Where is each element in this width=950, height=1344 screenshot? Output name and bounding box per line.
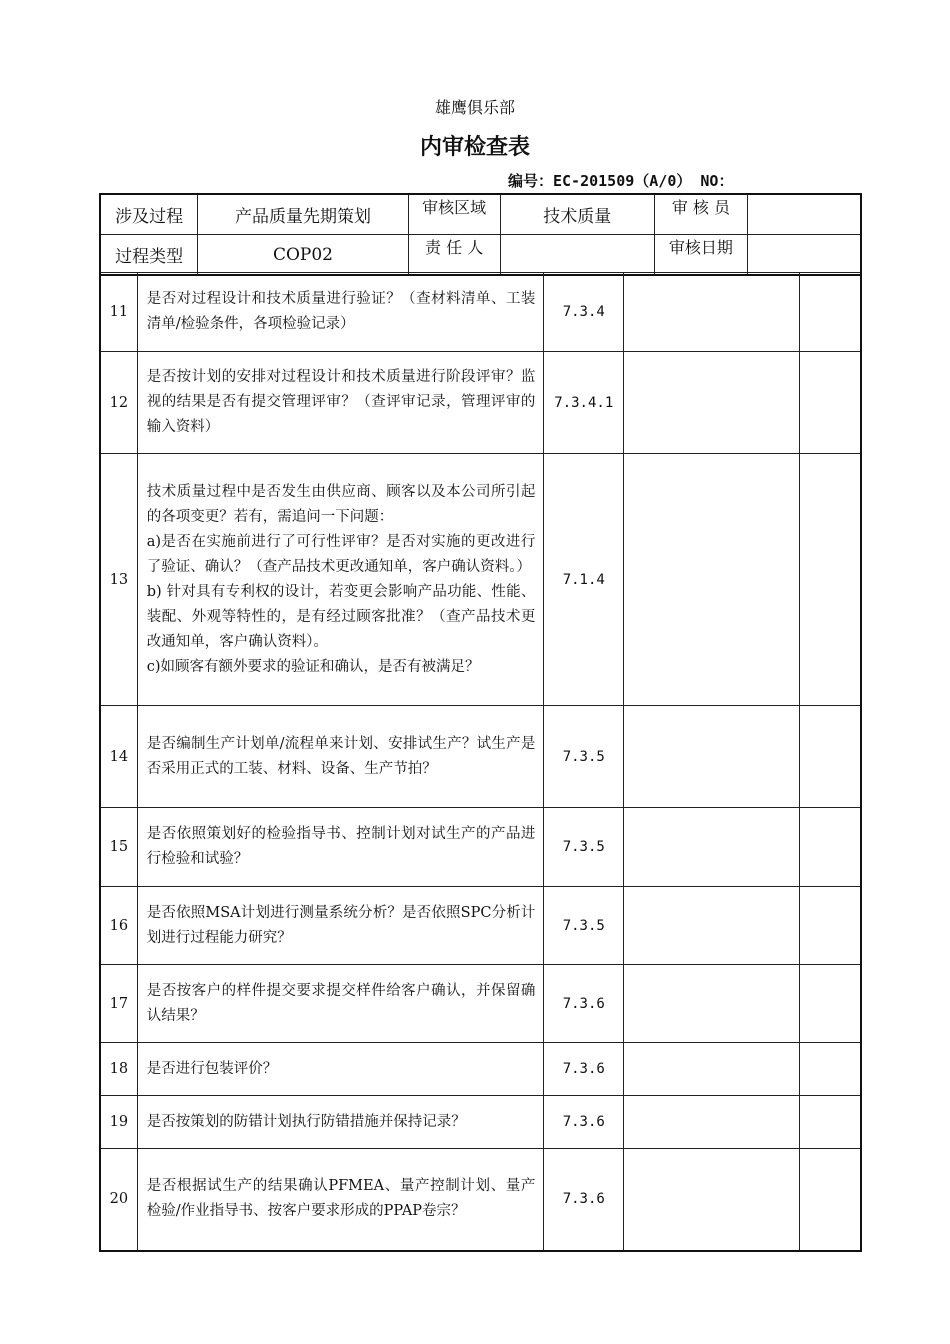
checklist-table [99,272,862,1252]
area-label: 审核区域 [422,197,487,217]
area-label-cell [408,194,500,235]
document-number: 编号：EC-201509（A/0） NO： [508,172,734,190]
item-number: 17 [100,965,137,1043]
table-row [100,1149,861,1251]
result-cell [799,352,861,454]
item-number: 15 [100,808,137,887]
item-clause: 7.3.6 [544,1149,624,1251]
item-question: 是否依照策划好的检验指导书、控制计划对试生产的产品进行检验和试验？ [137,808,544,887]
result-cell [799,273,861,352]
date-label-cell [655,235,748,276]
finding-cell [624,352,800,454]
table-row [100,887,861,965]
finding-cell [624,887,800,965]
table-row [100,352,861,454]
header-row [100,194,861,235]
auditor-value [747,194,861,235]
item-number: 11 [100,273,137,352]
result-cell [799,454,861,706]
item-clause: 7.3.5 [544,706,624,808]
item-question: 是否按客户的样件提交要求提交样件给客户确认，并保留确认结果？ [137,965,544,1043]
item-clause: 7.3.6 [544,965,624,1043]
finding-cell [624,273,800,352]
finding-cell [624,1096,800,1149]
item-number: 20 [100,1149,137,1251]
result-cell [799,1149,861,1251]
type-value: COP02 [198,235,409,276]
item-question: 是否对过程设计和技术质量进行验证？（查材料清单、工装清单/检验条件，各项检验记录） [137,273,544,352]
table-row [100,965,861,1043]
item-question: 是否按策划的防错计划执行防错措施并保持记录？ [137,1096,544,1149]
item-number: 14 [100,706,137,808]
organization-name: 雄鹰俱乐部 [434,98,515,117]
item-clause: 7.3.5 [544,887,624,965]
item-number: 13 [100,454,137,706]
item-clause: 7.3.6 [544,1096,624,1149]
type-label: 过程类型 [100,235,198,276]
item-question: 是否按计划的安排对过程设计和技术质量进行阶段评审？监视的结果是否有提交管理评审？（查评审记录，管理评审的输入资料） [137,352,544,454]
item-number: 16 [100,887,137,965]
finding-cell [624,706,800,808]
result-cell [799,1096,861,1149]
item-clause: 7.3.4 [544,273,624,352]
item-question: 是否进行包装评价？ [137,1043,544,1096]
table-row [100,808,861,887]
table-row [100,706,861,808]
table-row [100,454,861,706]
auditor-label: 审 核 员 [671,197,731,217]
item-number: 19 [100,1096,137,1149]
result-cell [799,965,861,1043]
header-table [99,193,862,276]
item-question: 是否依照MSA计划进行测量系统分析？是否依照SPC分析计划进行过程能力研究？ [137,887,544,965]
result-cell [799,887,861,965]
result-cell [799,808,861,887]
finding-cell [624,808,800,887]
table-row [100,1043,861,1096]
owner-value [500,235,655,276]
item-question: 是否根据试生产的结果确认PFMEA、量产控制计划、量产检验/作业指导书、按客户要求形成的PPAP卷宗？ [137,1149,544,1251]
item-number: 12 [100,352,137,454]
finding-cell [624,965,800,1043]
page-title: 内审检查表 [419,135,530,160]
process-value: 产品质量先期策划 [198,194,409,235]
result-cell [799,1043,861,1096]
item-clause: 7.3.4.1 [544,352,624,454]
table-row [100,273,861,352]
process-label: 涉及过程 [100,194,198,235]
item-question: 技术质量过程中是否发生由供应商、顾客以及本公司所引起的各项变更？若有，需追问一下问题： a)是否在实施前进行了可行性评审？是否对实施的更改进行了验证、确认？（查产品技术更改通知单，客户确认资料。） b) 针对具有专利权的设计，若变更会影响产品功能、性能、装配、外观等特性的，是有经过顾客批准？（查产品技术更改通知单，客户确认资料）。 c)如顾客有额外要求的验证和确认，是否有被满足？ [137,454,544,706]
item-question: 是否编制生产计划单/流程单来计划、安排试生产？试生产是否采用正式的工装、材料、设备、生产节拍？ [137,706,544,808]
item-clause: 7.1.4 [544,454,624,706]
date-label: 审核日期 [668,237,733,257]
date-value [747,235,861,276]
item-clause: 7.3.5 [544,808,624,887]
table-row [100,1096,861,1149]
finding-cell [624,454,800,706]
auditor-label-cell [655,194,748,235]
owner-label: 责 任 人 [425,237,484,257]
finding-cell [624,1043,800,1096]
area-value: 技术质量 [500,194,655,235]
item-number: 18 [100,1043,137,1096]
finding-cell [624,1149,800,1251]
item-clause: 7.3.6 [544,1043,624,1096]
owner-label-cell [408,235,500,276]
result-cell [799,706,861,808]
header-row [100,235,861,276]
